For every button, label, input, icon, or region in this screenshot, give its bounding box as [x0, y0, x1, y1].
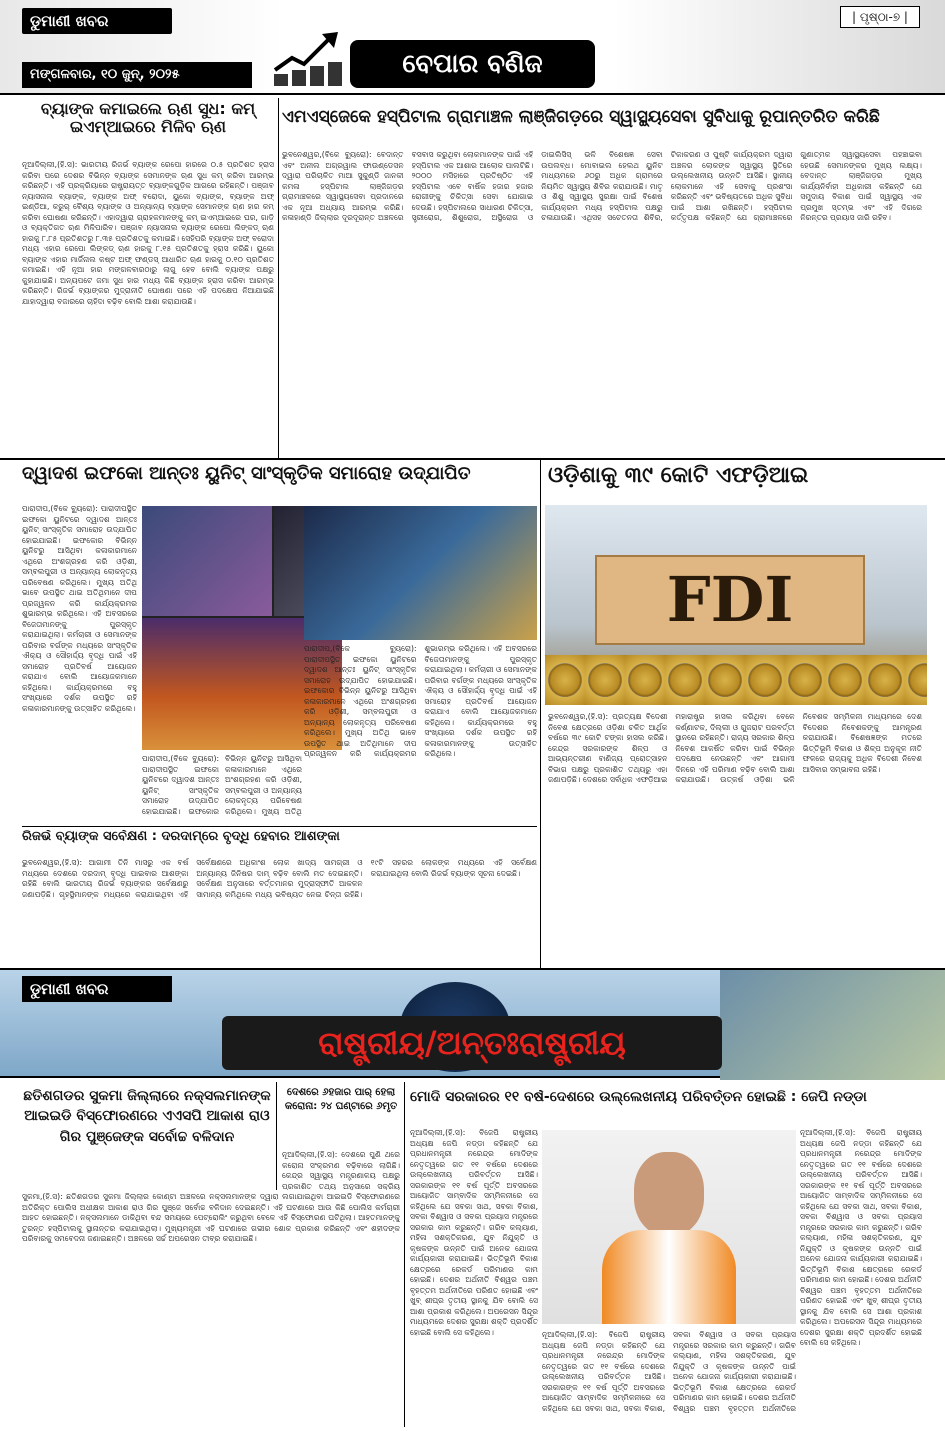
iffco-body-left: ପାରାଦୀପ,(ବିକେ ବ୍ୟୁରୋ): ପାରାଦୀପସ୍ଥିତ ଇଫକୋ ୟୁନିଟରେ ଦ୍ୱାଦଶ ଆନ୍ତଃ ୟୁନିଟ୍ ସାଂସ୍କୃତିକ ସମାରୋହ ଉଦ୍‌ଯାପିତ ହୋଇଯାଇଛି। ଇଫକୋର ବିଭିନ୍ନ ୟୁନିଟରୁ ଆସିଥିବା କଳାକାରମାନେ ଏଥିରେ ଅଂଶଗ୍ରହଣ କରି ଓଡ଼ିଶୀ, ସମ୍ବଲପୁରୀ ଓ ଅନ୍ୟାନ୍ୟ ଲୋକନୃତ୍ୟ ପରିବେଷଣ କରିଥିଲେ। ମୁଖ୍ୟ ଅତିଥି ଭାବେ ଉପସ୍ଥିତ ଥାଇ ଅତିଥିମାନେ ଦୀପ ପ୍ରଜ୍ୱଳନ କରି କାର୍ଯ୍ୟକ୍ରମର ଶୁଭାରମ୍ଭ କରିଥିଲେ। ଏହି ଅବସରରେ ବିଜେତାମାନଙ୍କୁ ପୁରସ୍କୃତ କରାଯାଇଥିଲା। କର୍ମଚାରୀ ଓ ସେମାନଙ୍କ ପରିବାର ବର୍ଗଙ୍କ ମଧ୍ୟରେ ସାଂସ୍କୃତିକ ଐକ୍ୟ ଓ ସୌହାର୍ଦ୍ଦ୍ୟ ବୃଦ୍ଧି ପାଇଁ ଏହି ସମାରୋହ ପ୍ରତିବର୍ଷ ଆୟୋଜନ କରାଯାଏ ବୋଲି ଆୟୋଜକମାନେ କହିଥିଲେ। କାର୍ଯ୍ୟକ୍ରମରେ ବହୁ ସଂଖ୍ୟାରେ ଦର୍ଶକ ଉପସ୍ଥିତ ରହି କଳାକାରମାନଙ୍କୁ ଉତ୍ସାହିତ କରିଥିଲେ।	[22, 504, 137, 713]
fdi-body: ଭୁବନେଶ୍ୱର,(ହି.ସ): ପ୍ରତ୍ୟକ୍ଷ ବିଦେଶୀ ନିବେଶ କ୍ଷେତ୍ରରେ ଓଡ଼ିଶା ଚଳିତ ଆର୍ଥିକ ବର୍ଷରେ ୩୯ କୋଟି ଟଙ୍କା ହାସଲ କରିଛି। କେନ୍ଦ୍ର ସରକାରଙ୍କ ଶିଳ୍ପ ଓ ଆଭ୍ୟନ୍ତରୀଣ ବାଣିଜ୍ୟ ପ୍ରୋତ୍ସାହନ ବିଭାଗ ପକ୍ଷରୁ ପ୍ରକାଶିତ ତଥ୍ୟରୁ ଏହା ଜଣାପଡ଼ିଛି। ଦେଶରେ ସର୍ବାଧିକ ଏଫଡ଼ିଆଇ ମହାରାଷ୍ଟ୍ର ହାସଲ କରିଥିବା ବେଳେ କର୍ଣ୍ଣାଟକ, ଦିଲ୍ଲୀ ଓ ଗୁଜରାଟ ପରବର୍ତ୍ତୀ ସ୍ଥାନରେ ରହିଛନ୍ତି। ରାଜ୍ୟ ସରକାର ଶିଳ୍ପ ନିବେଶ ଆକର୍ଷିତ କରିବା ପାଇଁ ବିଭିନ୍ନ ପଦକ୍ଷେପ ନେଉଛନ୍ତି ଏବଂ ଆଗାମୀ ଦିନରେ ଏହି ପରିମାଣ ବଢ଼ିବ ବୋଲି ଆଶା କରାଯାଉଛି। ଉତ୍କର୍ଷ ଓଡ଼ିଶା ଭଳି ନିବେଶକ ସମ୍ମିଳନୀ ମାଧ୍ୟମରେ ଦେଶ ବିଦେଶର ନିବେଶକଙ୍କୁ ଆମନ୍ତ୍ରଣ କରାଯାଉଛି। ବିଶେଷଜ୍ଞଙ୍କ ମତରେ ଭିତ୍ତିଭୂମି ବିକାଶ ଓ ଶିଳ୍ପ ଅନୁକୂଳ ନୀତି ଫଳରେ ରାଜ୍ୟକୁ ଅଧିକ ବିଦେଶୀ ନିବେଶ ଆସିବାର ସମ୍ଭାବନା ରହିଛି।	[548, 712, 922, 784]
corona-body: ନୂଆଦିଲ୍ଲୀ,(ହି.ସ): ଦେଶରେ ପୁଣି ଥରେ କରୋନା ସଂକ୍ରମଣ ବଢ଼ିବାରେ ଲାଗିଛି। କେନ୍ଦ୍ର ସ୍ୱାସ୍ଥ୍ୟ ମନ୍ତ୍ରଣାଳୟ ପକ୍ଷରୁ ପ୍ରକାଶିତ ତଥ୍ୟ ଅନୁସାରେ ସକ୍ରିୟ	[282, 1150, 400, 1190]
ied-body: ସୁକମା,(ହି.ସ): ଛତିଶଗଡର ସୁକମା ଜିଲ୍ଲାର କୋଣ୍ଟା ଅଞ୍ଚଳରେ ନକ୍ସଲମାନଙ୍କ ଦ୍ୱାରା ଲଗାଯାଇଥିବା ଆଇଇଡି ବିସ୍ଫୋରଣରେ ଅତିରିକ୍ତ ପୋଲିସ ଅଧୀକ୍ଷକ ଆକାଶ ରାଓ ଗିର ପୁଞ୍ଜେ ସର୍ବୋଚ୍ଚ ବଳିଦାନ ଦେଇଛନ୍ତି। ଏହି ଘଟଣାରେ ଆଉ କିଛି ପୋଲିସ କର୍ମଚାରୀ ଆହତ ହୋଇଛନ୍ତି। ନକ୍ସଲମାନେ ଡାକିଥିବା ବନ୍ଦ ସମୟରେ ପେଟ୍ରୋଲିଂ କରୁଥିବା ବେଳେ ଏହି ବିସ୍ଫୋରଣ ଘଟିଥିଲା। ଆହତମାନଙ୍କୁ ତୁରନ୍ତ ହସ୍ପିଟାଲକୁ ସ୍ଥାନାନ୍ତର କରାଯାଇଥିଲା। ମୁଖ୍ୟମନ୍ତ୍ରୀ ଏହି ଘଟଣାରେ ଗଭୀର ଶୋକ ପ୍ରକାଶ କରିଛନ୍ତି ଏବଂ ଶହୀଦଙ୍କ ପରିବାରକୁ ସମବେଦନା ଜଣାଇଛନ୍ତି। ଅଞ୍ଚଳରେ ସର୍ଚ୍ଚ ଅପରେସନ ତୀବ୍ର କରାଯାଇଛି।	[22, 1192, 400, 1243]
bank-headline: ବ୍ୟାଙ୍କ କମାଇଲେ ଋଣ ସୁଧ: କମ୍ ଇଏମ୍‌ଆଇରେ ମିଳିବ ଋଣ	[40, 99, 256, 136]
page-number: | ପୃଷ୍ଠା-୭ |	[840, 6, 920, 28]
ied-headline: ଛତିଶଗଡର ସୁକମା ଜିଲ୍ଲାରେ ନକ୍ସଲମାନଙ୍କ ଆଇଇଡି ବିସ୍ଫୋରଣରେ ଏଏସପି ଆକାଶ ରାଓ ଗିର ପୁଞ୍ଜେଙ୍କ ସର୍ବୋଚ୍ଚ ବଳିଦାନ	[23, 1088, 271, 1145]
iffco-headline: ଦ୍ୱାଦଶ ଇଫକୋ ଆନ୍ତଃ ୟୁନିଟ୍ ସାଂସ୍କୃତିକ ସମାରୋହ ଉଦ୍‌ଯାପିତ	[22, 464, 471, 484]
fdi-block-text: FDI	[595, 555, 865, 645]
rbi-headline: ରିଜର୍ଭ ବ୍ୟାଙ୍କ ସର୍ବେକ୍ଷଣ : ଦରଦାମ୍‌ରେ ବୃଦ୍ଧି ହେବାର ଆଶଙ୍କା	[22, 830, 340, 844]
fdi-headline: ଓଡ଼ିଶାକୁ ୩୯ କୋଟି ଏଫଡ଼ିଆଇ	[548, 464, 809, 488]
nadda-headline: ମୋଦି ସରକାରର ୧୧ ବର୍ଷ-ଦେଶରେ ଉଲ୍ଲେଖନୀୟ ପରିବର୍ତ୍ତନ ହୋଇଛି : ଜେପି ନଡ୍ଡା	[410, 1090, 867, 1105]
rbi-body: ଭୁବନେଶ୍ୱର,(ହି.ସ): ଆଗାମୀ ତିନି ମାସରୁ ଏକ ବର୍ଷ ମଧ୍ୟରେ ଦେଶରେ ଦରଦାମ୍ ବୃଦ୍ଧି ପାଇବାର ଆଶଙ୍କା ରହିଛି ବୋଲି ଭାରତୀୟ ରିଜର୍ଭ ବ୍ୟାଙ୍କର ସର୍ବେକ୍ଷଣରୁ ଜଣାପଡ଼ିଛି। ଗୃହସ୍ଥିମାନଙ୍କ ମଧ୍ୟରେ କରାଯାଇଥିବା ଏହି ସର୍ବେକ୍ଷଣରେ ଅଧିକାଂଶ ଲୋକ ଖାଦ୍ୟ ସାମଗ୍ରୀ ଓ ଅନ୍ୟାନ୍ୟ ଜିନିଷର ଦାମ୍ ବଢ଼ିବ ବୋଲି ମତ ଦେଇଛନ୍ତି। ସର୍ବେକ୍ଷଣ ଅନୁସାରେ ବର୍ତ୍ତମାନର ମୁଦ୍ରାସ୍ଫୀତି ଆକଳନ ସାମାନ୍ୟ କମିଥିଲେ ମଧ୍ୟ ଭବିଷ୍ୟତ ନେଇ ଚିନ୍ତା ରହିଛି। ୧୯ଟି ସହରର ଲୋକଙ୍କ ମଧ୍ୟରେ ଏହି ସର୍ବେକ୍ଷଣ କରାଯାଇଥିଲା ବୋଲି ରିଜର୍ଭ ବ୍ୟାଙ୍କ ସୂଚନା ଦେଇଛି।	[22, 858, 537, 899]
national-section-title: ରାଷ୍ଟ୍ରୀୟ/ଅନ୍ତଃରାଷ୍ଟ୍ରୀୟ	[222, 1016, 722, 1070]
nadda-body-right: ନୂଆଦିଲ୍ଲୀ,(ହି.ସ): ବିଜେପି ରାଷ୍ଟ୍ରୀୟ ଅଧ୍ୟକ୍ଷ ଜେପି ନଡ୍ଡା କହିଛନ୍ତି ଯେ ପ୍ରଧାନମନ୍ତ୍ରୀ ନରେନ୍ଦ୍ର ମୋଦିଙ୍କ ନେତୃତ୍ୱରେ ଗତ ୧୧ ବର୍ଷରେ ଦେଶରେ ଉଲ୍ଲେଖନୀୟ ପରିବର୍ତ୍ତନ ଆସିଛି। ସରକାରଙ୍କ ୧୧ ବର୍ଷ ପୂର୍ତ୍ତି ଅବସରରେ ଆୟୋଜିତ ସାମ୍ବାଦିକ ସମ୍ମିଳନୀରେ ସେ କହିଥିଲେ ଯେ ସବକା ସାଥ, ସବକା ବିକାଶ, ସବକା ବିଶ୍ୱାସ ଓ ସବକା ପ୍ରୟାସ ମନ୍ତ୍ରରେ ସରକାର କାମ କରୁଛନ୍ତି। ଗରିବ କଲ୍ୟାଣ, ମହିଳା ସଶକ୍ତିକରଣ, ଯୁବ ନିଯୁକ୍ତି ଓ କୃଷକଙ୍କ ଉନ୍ନତି ପାଇଁ ଅନେକ ଯୋଜନା କାର୍ଯ୍ୟକାରୀ କରାଯାଇଛି। ଭିତ୍ତିଭୂମି ବିକାଶ କ୍ଷେତ୍ରରେ ରେକର୍ଡ ପରିମାଣର କାମ ହୋଇଛି। ଦେଶର ଅର୍ଥନୀତି ବିଶ୍ୱର ପଞ୍ଚମ ବୃହତ୍ତମ ଅର୍ଥନୀତିରେ ପରିଣତ ହୋଇଛି ଏବଂ ଖୁବ୍ ଶୀଘ୍ର ତୃତୀୟ ସ୍ଥାନକୁ ଯିବ ବୋଲି ସେ ଆଶା ପ୍ରକାଶ କରିଥିଲେ। ଅପରେସନ ସିନ୍ଦୂର ମାଧ୍ୟମରେ ଦେଶର ସୁରକ୍ଷା ଶକ୍ତି ପ୍ରଦର୍ଶିତ ହୋଇଛି ବୋଲି ସେ କହିଥିଲେ।	[800, 1128, 922, 1347]
national-brand-logo: ଡୁମାଣୀ ଖବର	[22, 976, 172, 1002]
iffco-award-photo	[304, 506, 537, 640]
nadda-photo	[542, 1130, 796, 1324]
issue-date: ମଙ୍ଗଳବାର, ୧୦ ଜୁନ୍, ୨୦୨୫	[22, 62, 252, 88]
fdi-photo	[545, 505, 927, 705]
nadda-body-bottom: ନୂଆଦିଲ୍ଲୀ,(ହି.ସ): ବିଜେପି ରାଷ୍ଟ୍ରୀୟ ଅଧ୍ୟକ୍ଷ ଜେପି ନଡ୍ଡା କହିଛନ୍ତି ଯେ ପ୍ରଧାନମନ୍ତ୍ରୀ ନରେନ୍ଦ୍ର ମୋଦିଙ୍କ ନେତୃତ୍ୱରେ ଗତ ୧୧ ବର୍ଷରେ ଦେଶରେ ଉଲ୍ଲେଖନୀୟ ପରିବର୍ତ୍ତନ ଆସିଛି। ସରକାରଙ୍କ ୧୧ ବର୍ଷ ପୂର୍ତ୍ତି ଅବସରରେ ଆୟୋଜିତ ସାମ୍ବାଦିକ ସମ୍ମିଳନୀରେ ସେ କହିଥିଲେ ଯେ ସବକା ସାଥ, ସବକା ବିକାଶ, ସବକା ବିଶ୍ୱାସ ଓ ସବକା ପ୍ରୟାସ ମନ୍ତ୍ରରେ ସରକାର କାମ କରୁଛନ୍ତି। ଗରିବ କଲ୍ୟାଣ, ମହିଳା ସଶକ୍ତିକରଣ, ଯୁବ ନିଯୁକ୍ତି ଓ କୃଷକଙ୍କ ଉନ୍ନତି ପାଇଁ ଅନେକ ଯୋଜନା କାର୍ଯ୍ୟକାରୀ କରାଯାଇଛି। ଭିତ୍ତିଭୂମି ବିକାଶ କ୍ଷେତ୍ରରେ ରେକର୍ଡ ପରିମାଣର କାମ ହୋଇଛି। ଦେଶର ଅର୍ଥନୀତି ବିଶ୍ୱର ପଞ୍ଚମ ବୃହତ୍ତମ ଅର୍ଥନୀତିରେ	[542, 1330, 796, 1413]
coins-growth-icon	[270, 30, 345, 88]
corona-headline: ଦେଶରେ ୬ହଜାର ପାର୍ ହେଲା କରୋନା: ୨୪ ଘଣ୍ଟାରେ ୬ମୃତ	[284, 1087, 398, 1112]
hospital-body: ଭୁବନେଶ୍ୱର,(ବିକେ ବ୍ୟୁରୋ): ବେଦାନ୍ତ ଏବଂ ଅନୀଲ ଅଗ୍ରୱାଲ ଫାଉଣ୍ଡେସନ ଦ୍ୱାରା ପରିଚାଳିତ ମାଆ ସୁକୁଣ୍ଡି ଜାନକୀ କମଳା ହସ୍ପିଟାଲ ଲାଞ୍ଜିଗଡ଼ର ଗ୍ରାମାଞ୍ଚଳରେ ସ୍ୱାସ୍ଥ୍ୟସେବା ପ୍ରଦାନରେ ଏକ ନୂଆ ଅଧ୍ୟାୟ ଆରମ୍ଭ କରିଛି। କଳାହାଣ୍ଡି ଜିଲ୍ଲାର ଦୂରଦୂରାନ୍ତ ଅଞ୍ଚଳରେ ବସବାସ କରୁଥିବା ଲୋକମାନଙ୍କ ପାଇଁ ଏହି ହସ୍ପିଟାଲ ଏକ ଆଶାର ଆଲୋକ ପାଲଟିଛି। ୨୦୦୦ ମସିହାରେ ପ୍ରତିଷ୍ଠିତ ଏହି ହସ୍ପିଟାଲ ଏବେ ବାର୍ଷିକ ହଜାର ହଜାର ରୋଗୀଙ୍କୁ ଚିକିତ୍ସା ସେବା ଯୋଗାଇ ଦେଉଛି। ହସ୍ପିଟାଲରେ ସାଧାରଣ ଚିକିତ୍ସା, ସ୍ତ୍ରୀରୋଗ, ଶିଶୁରୋଗ, ଅସ୍ଥିରୋଗ ଓ ଡାଇଲିସିସ୍ ଭଳି ବିଶେଷଜ୍ଞ ସେବା ଉପଲବ୍ଧ। ମୋବାଇଲ ହେଲଥ ୟୁନିଟ ମାଧ୍ୟମରେ ୬୦ରୁ ଅଧିକ ଗ୍ରାମରେ ନିୟମିତ ସ୍ୱାସ୍ଥ୍ୟ ଶିବିର କରାଯାଉଛି। ମାତୃ ଓ ଶିଶୁ ସ୍ୱାସ୍ଥ୍ୟ ସୁରକ୍ଷା ପାଇଁ ବିଶେଷ କାର୍ଯ୍ୟକ୍ରମ ମଧ୍ୟ ହସ୍ପିଟାଲ ପକ୍ଷରୁ ଚଳାଯାଉଛି। ଏଥିସହ ସଚେତନତା ଶିବିର, ଟିକାକରଣ ଓ ପୁଷ୍ଟି କାର୍ଯ୍ୟକ୍ରମ ଦ୍ୱାରା ଅଞ୍ଚଳର ଲୋକଙ୍କ ସ୍ୱାସ୍ଥ୍ୟ ସ୍ଥିତିରେ ଉଲ୍ଲେଖନୀୟ ଉନ୍ନତି ଆସିଛି। ସ୍ଥାନୀୟ ଲୋକମାନେ ଏହି ସେବାକୁ ପ୍ରଶଂସା କରିଛନ୍ତି ଏବଂ ଭବିଷ୍ୟତରେ ଅଧିକ ସୁବିଧା ପାଇଁ ଆଶା ରଖିଛନ୍ତି। ହସ୍ପିଟାଲ କର୍ତ୍ତୃପକ୍ଷ କହିଛନ୍ତି ଯେ ଗ୍ରାମାଞ୍ଚଳରେ ଗୁଣାତ୍ମକ ସ୍ୱାସ୍ଥ୍ୟସେବା ପହଞ୍ଚାଇବା ହେଉଛି ସେମାନଙ୍କର ମୁଖ୍ୟ ଲକ୍ଷ୍ୟ। ବେଦାନ୍ତ ଲାଞ୍ଜିଗଡ଼ର ମୁଖ୍ୟ କାର୍ଯ୍ୟନିର୍ବାହୀ ଅଧିକାରୀ କହିଛନ୍ତି ଯେ ସମୁଦାୟ ବିକାଶ ପାଇଁ ସ୍ୱାସ୍ଥ୍ୟ ଏକ ପ୍ରମୁଖ ସ୍ତମ୍ଭ ଏବଂ ଏହି ଦିଗରେ ନିରନ୍ତର ପ୍ରୟାସ ଜାରି ରହିବ।	[282, 150, 922, 222]
bank-body: ନୂଆଦିଲ୍ଲୀ,(ହି.ସ): ଭାରତୀୟ ରିଜର୍ଭ ବ୍ୟାଙ୍କ ରେପୋ ହାରରେ ୦.୫ ପ୍ରତିଶତ ହ୍ରାସ କରିବା ପରେ ଦେଶର ବିଭିନ୍ନ ବ୍ୟାଙ୍କ ସେମାନଙ୍କ ଋଣ ସୁଧ କମ୍ କରିବା ଆରମ୍ଭ କରିଛନ୍ତି। ଏହି ପ୍ରକ୍ରିୟାରେ ରାଷ୍ଟ୍ରାୟତ୍ତ ବ୍ୟାଙ୍କଗୁଡ଼ିକ ଆଗରେ ରହିଛନ୍ତି। ପଞ୍ଜାବ ନ୍ୟାସନାଲ ବ୍ୟାଙ୍କ, ବ୍ୟାଙ୍କ ଅଫ୍ ବରୋଦା, ୟୁକୋ ବ୍ୟାଙ୍କ, ବ୍ୟାଙ୍କ ଅଫ୍ ଇଣ୍ଡିଆ, କରୁର୍ ବୈଶ୍ୟ ବ୍ୟାଙ୍କ ଓ ଅନ୍ୟାନ୍ୟ ବ୍ୟାଙ୍କ ସେମାନଙ୍କ ଋଣ ହାର କମ୍ କରିବା ଘୋଷଣା କରିଛନ୍ତି। ଏହାଦ୍ୱାରା ଗ୍ରାହକମାନଙ୍କୁ କମ୍ ଇଏମ୍‌ଆଇରେ ଘର, ଗାଡ଼ି ଓ ବ୍ୟକ୍ତିଗତ ଋଣ ମିଳିପାରିବ। ପଞ୍ଜାବ ନ୍ୟାସନାଲ ବ୍ୟାଙ୍କ ରେପୋ ଲିଙ୍କଡ୍ ଋଣ ହାରକୁ ୮.୮୫ ପ୍ରତିଶତରୁ ୮.୩୫ ପ୍ରତିଶତକୁ କମାଇଛି। ସେହିପରି ବ୍ୟାଙ୍କ ଅଫ୍ ବରୋଦା ମଧ୍ୟ ଏହାର ରେପୋ ଲିଙ୍କଡ୍ ଋଣ ହାରକୁ ୮.୧୫ ପ୍ରତିଶତକୁ ହ୍ରାସ କରିଛି। ୟୁକୋ ବ୍ୟାଙ୍କ ଏହାର ମାର୍ଜିନାଲ କଷ୍ଟ ଅଫ୍ ଫଣ୍ଡସ୍ ଆଧାରିତ ଋଣ ହାରକୁ ୦.୧୦ ପ୍ରତିଶତ କମାଇଛି। ଏହି ନୂଆ ହାର ମଙ୍ଗଳବାରଠାରୁ ଲାଗୁ ହେବ ବୋଲି ବ୍ୟାଙ୍କ ପକ୍ଷରୁ କୁହାଯାଇଛି। ଅନ୍ୟପଟେ ଜମା ସୁଧ ହାର ମଧ୍ୟ କିଛି ବ୍ୟାଙ୍କ ହ୍ରାସ କରିବା ଆରମ୍ଭ କରିଛନ୍ତି। ରିଜର୍ଭ ବ୍ୟାଙ୍କର ମୁଦ୍ରାନୀତି ଘୋଷଣା ପରେ ଏହି ପଦକ୍ଷେପ ନିଆଯାଇଛି ଯାହାଦ୍ୱାରା ବଜାରରେ ଚାହିଦା ବଢ଼ିବ ବୋଲି ଆଶା କରାଯାଉଛି।	[22, 160, 274, 306]
iffco-body-right: ପାରାଦୀପ,(ବିକେ ବ୍ୟୁରୋ): ପାରାଦୀପସ୍ଥିତ ଇଫକୋ ୟୁନିଟରେ ଦ୍ୱାଦଶ ଆନ୍ତଃ ୟୁନିଟ୍ ସାଂସ୍କୃତିକ ସମାରୋହ ଉଦ୍‌ଯାପିତ ହୋଇଯାଇଛି। ଇଫକୋର ବିଭିନ୍ନ ୟୁନିଟରୁ ଆସିଥିବା କଳାକାରମାନେ ଏଥିରେ ଅଂଶଗ୍ରହଣ କରି ଓଡ଼ିଶୀ, ସମ୍ବଲପୁରୀ ଓ ଅନ୍ୟାନ୍ୟ ଲୋକନୃତ୍ୟ ପରିବେଷଣ କରିଥିଲେ। ମୁଖ୍ୟ ଅତିଥି ଭାବେ ଉପସ୍ଥିତ ଥାଇ ଅତିଥିମାନେ ଦୀପ ପ୍ରଜ୍ୱଳନ କରି କାର୍ଯ୍ୟକ୍ରମର ଶୁଭାରମ୍ଭ କରିଥିଲେ। ଏହି ଅବସରରେ ବିଜେତାମାନଙ୍କୁ ପୁରସ୍କୃତ କରାଯାଇଥିଲା। କର୍ମଚାରୀ ଓ ସେମାନଙ୍କ ପରିବାର ବର୍ଗଙ୍କ ମଧ୍ୟରେ ସାଂସ୍କୃତିକ ଐକ୍ୟ ଓ ସୌହାର୍ଦ୍ଦ୍ୟ ବୃଦ୍ଧି ପାଇଁ ଏହି ସମାରୋହ ପ୍ରତିବର୍ଷ ଆୟୋଜନ କରାଯାଏ ବୋଲି ଆୟୋଜକମାନେ କହିଥିଲେ। କାର୍ଯ୍ୟକ୍ରମରେ ବହୁ ସଂଖ୍ୟାରେ ଦର୍ଶକ ଉପସ୍ଥିତ ରହି କଳାକାରମାନଙ୍କୁ ଉତ୍ସାହିତ କରିଥିଲେ।	[304, 644, 537, 758]
section-title: ବେପାର ବଣିଜ	[350, 40, 595, 88]
nadda-body-left: ନୂଆଦିଲ୍ଲୀ,(ହି.ସ): ବିଜେପି ରାଷ୍ଟ୍ରୀୟ ଅଧ୍ୟକ୍ଷ ଜେପି ନଡ୍ଡା କହିଛନ୍ତି ଯେ ପ୍ରଧାନମନ୍ତ୍ରୀ ନରେନ୍ଦ୍ର ମୋଦିଙ୍କ ନେତୃତ୍ୱରେ ଗତ ୧୧ ବର୍ଷରେ ଦେଶରେ ଉଲ୍ଲେଖନୀୟ ପରିବର୍ତ୍ତନ ଆସିଛି। ସରକାରଙ୍କ ୧୧ ବର୍ଷ ପୂର୍ତ୍ତି ଅବସରରେ ଆୟୋଜିତ ସାମ୍ବାଦିକ ସମ୍ମିଳନୀରେ ସେ କହିଥିଲେ ଯେ ସବକା ସାଥ, ସବକା ବିକାଶ, ସବକା ବିଶ୍ୱାସ ଓ ସବକା ପ୍ରୟାସ ମନ୍ତ୍ରରେ ସରକାର କାମ କରୁଛନ୍ତି। ଗରିବ କଲ୍ୟାଣ, ମହିଳା ସଶକ୍ତିକରଣ, ଯୁବ ନିଯୁକ୍ତି ଓ କୃଷକଙ୍କ ଉନ୍ନତି ପାଇଁ ଅନେକ ଯୋଜନା କାର୍ଯ୍ୟକାରୀ କରାଯାଇଛି। ଭିତ୍ତିଭୂମି ବିକାଶ କ୍ଷେତ୍ରରେ ରେକର୍ଡ ପରିମାଣର କାମ ହୋଇଛି। ଦେଶର ଅର୍ଥନୀତି ବିଶ୍ୱର ପଞ୍ଚମ ବୃହତ୍ତମ ଅର୍ଥନୀତିରେ ପରିଣତ ହୋଇଛି ଏବଂ ଖୁବ୍ ଶୀଘ୍ର ତୃତୀୟ ସ୍ଥାନକୁ ଯିବ ବୋଲି ସେ ଆଶା ପ୍ରକାଶ କରିଥିଲେ। ଅପରେସନ ସିନ୍ଦୂର ମାଧ୍ୟମରେ ଦେଶର ସୁରକ୍ଷା ଶକ୍ତି ପ୍ରଦର୍ଶିତ ହୋଇଛି ବୋଲି ସେ କହିଥିଲେ।	[410, 1128, 538, 1337]
hospital-headline: ଏମଏସ୍‌ଜେକେ ହସ୍ପିଟାଲ ଗ୍ରାମାଞ୍ଚଳ ଲାଞ୍ଜିଗଡ଼ରେ ସ୍ୱାସ୍ଥ୍ୟସେବା ସୁବିଧାକୁ ରୂପାନ୍ତରିତ କରିଛି	[282, 108, 880, 127]
brand-logo: ଡୁମାଣୀ ଖବର	[22, 8, 172, 34]
iffco-body-bottom: ପାରାଦୀପ,(ବିକେ ବ୍ୟୁରୋ): ପାରାଦୀପସ୍ଥିତ ଇଫକୋ ୟୁନିଟରେ ଦ୍ୱାଦଶ ଆନ୍ତଃ ୟୁନିଟ୍ ସାଂସ୍କୃତିକ ସମାରୋହ ଉଦ୍‌ଯାପିତ ହୋଇଯାଇଛି। ଇଫକୋର ବିଭିନ୍ନ ୟୁନିଟରୁ ଆସିଥିବା କଳାକାରମାନେ ଏଥିରେ ଅଂଶଗ୍ରହଣ କରି ଓଡ଼ିଶୀ, ସମ୍ବଲପୁରୀ ଓ ଅନ୍ୟାନ୍ୟ ଲୋକନୃତ୍ୟ ପରିବେଷଣ କରିଥିଲେ। ମୁଖ୍ୟ ଅତିଥି	[142, 754, 302, 816]
